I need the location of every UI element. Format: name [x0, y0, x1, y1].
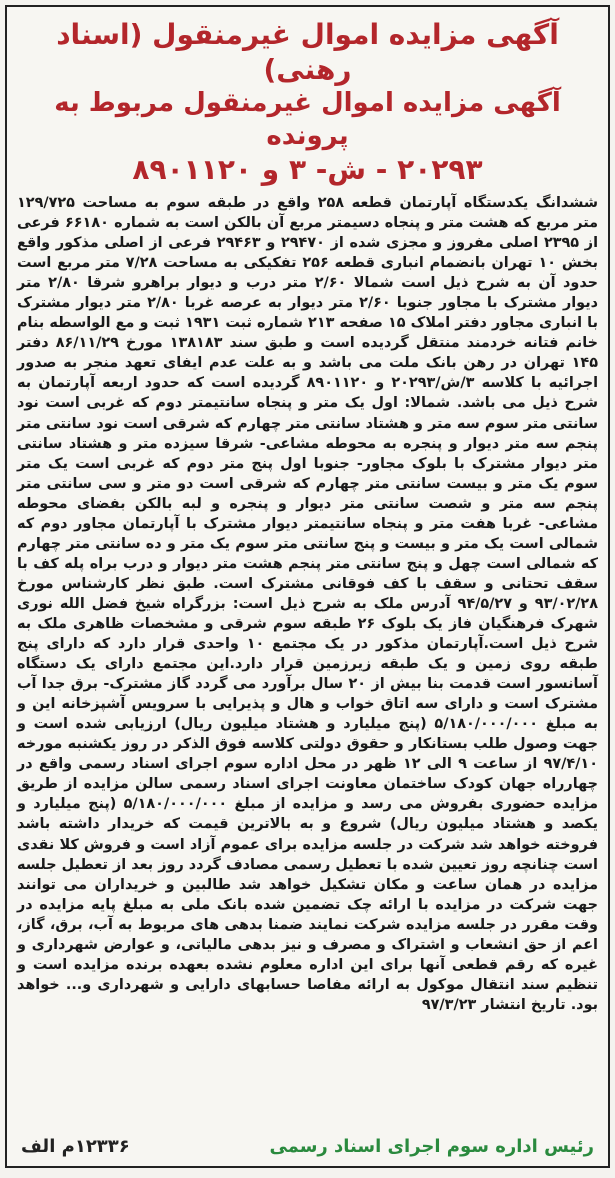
- title-block: [7, 7, 608, 189]
- notice-code: ۱۲۳۳۶م الف: [21, 1135, 130, 1157]
- case-number: ۲۰۲۹۳ - ش- ۳ و ۸۹۰۱۱۲۰: [132, 153, 483, 186]
- notice-subtitle: آگهی مزایده اموال غیرمنقول مربوط به پرونده: [54, 88, 561, 151]
- notice-body: ششدانگ یکدستگاه آپارتمان قطعه ۲۵۸ واقع در طبقه سوم به مساحت ۱۲۹/۷۲۵ متر مربع که هشت متر و پنجاه دسیمتر مربع آن بالکن است به شماره ۶۶۱۸۰ فرعی از ۲۳۹۵ اصلی مفروز و مجزی شده از ۲۹۴۷۰ و ۲۹۴۶۳ فرعی از اصلی مذکور واقع بخش ۱۰ تهران بانضمام انباری قطعه ۲۵۶ تفکیکی به مساحت ۷/۲۸ متر مربع است حدود آن به شرح ذیل است شمالا ۲/۶۰ متر درب و دیوار براهرو شرقا ۲/۸۰ متر دیوار مشترک با مجاور جنوبا ۲/۶۰ متر دیوار به عرصه غربا ۲/۸۰ متر دیوار مشترک با انباری مجاور دفتر املاک ۱۵ صفحه ۲۱۳ شماره ثبت ۱۹۳۱ ثبت و مع الواسطه بنام خانم فتانه خردمند منتقل گردیده است و طبق سند ۱۳۸۱۸۳ مورخ ۸۶/۱۱/۲۹ دفتر ۱۴۵ تهران در رهن بانک ملت می باشد و به علت عدم ایفای تعهد منجر به صدور اجرائیه با کلاسه ۳/ش/۲۰۲۹۳ و ۸۹۰۱۱۲۰ گردیده است که حدود اربعه آپارتمان به شرح ذیل می باشد. شمالا: اول یک متر و پنجاه سانتیمتر دوم که غربی است نود سانتی متر سوم سه متر و هشتاد سانتی متر چهارم که شرقی است نود سانتی متر پنجم سه متر دیوار و پنجره به محوطه مشاعی- شرقا سیزده متر و هشتاد سانتی متر دیوار مشترک با بلوک مجاور- جنوبا اول پنج متر دوم که غربی است یک متر سوم یک متر و بیست سانتی متر چهارم که شرقی است دو متر و سی سانتی متر پنجم سه متر و شصت سانتی متر دیوار و پنجره و لبه بالکن بفضای محوطه مشاعی- غربا هفت متر و پنجاه سانتیمتر دیوار مشترک با آپارتمان مجاور دوم که شمالی است یک متر و بیست و پنج سانتی متر سوم یک متر و ده سانتی متر چهارم که شمالی است چهل و پنج سانتی متر پنجم هشت متر دیوار و درب براه پله کف با سقف تحتانی و سقف با کف فوقانی مشترک است. طبق نظر کارشناس مورخ ۹۳/۰۲/۲۸ و ۹۴/۵/۲۷ آدرس ملک به شرح ذیل است: بزرگراه شیخ فضل الله نوری شهرک فرهنگیان فاز یک بلوک ۲۶ طبقه سوم شرقی و مشخصات ظاهری ملک به شرح ذیل است.آپارتمان مذکور در یک مجتمع ۱۰ واحدی قرار دارد که دارای پنج طبقه روی زمین و یک طبقه زیرزمین قرار دارد.این مجتمع دارای یک دستگاه آسانسور است قدمت بنا بیش از ۲۰ سال برآورد می گردد گاز مشترک- برق جدا آب مشترک است و دارای سه اتاق خواب و هال و پذیرایی با سرویس آشپزخانه این و به مبلغ ۵/۱۸۰/۰۰۰/۰۰۰ (پنج میلیارد و هشتاد میلیون ریال) ارزیابی شده است و جهت وصول طلب بستانکار و حقوق دولتی کلاسه فوق الذکر در روز یکشنبه مورخه ۹۷/۴/۱۰ از ساعت ۹ الی ۱۲ ظهر در محل اداره سوم اجرای اسناد رسمی واقع در چهارراه جهان کودک ساختمان معاونت اجرای اسناد رسمی سالن مزایده از طریق مزایده حضوری بفروش می رسد و مزایده از مبلغ ۵/۱۸۰/۰۰۰/۰۰۰ (پنج میلیارد و یکصد و هشتاد میلیون ریال) شروع و به بالاترین قیمت که خریدار داشته باشد فروخته خواهد شد شرکت در جلسه مزایده برای عموم آزاد است و فروش کلا نقدی است چنانچه روز تعیین شده با تعطیل رسمی مصادف گردد روز بعد از تعطیل جلسه مزایده در همان ساعت و مکان تشکیل خواهد شد طالبین و خریداران می توانند جهت شرکت در مزایده با ارائه چک تضمین شده بانک ملی به مبلغ پایه مزایده در وقت مقرر در جلسه مزایده شرکت نمایند ضمنا بدهی های مربوط به آب، برق، گاز، اعم از حق انشعاب و اشتراک و مصرف و نیز بدهی مالیاتی، و عوارض شهرداری و غیره که رقم قطعی آنها برای این اداره معلوم نشده بعهده برنده مزایده است و تنظیم سند انتقال موکول به ارائه مفاصا حسابهای دارایی و شهرداری و... خواهد بود. تاریخ انتشار ۹۷/۳/۲۳: [17, 195, 599, 1013]
- signer-title: رئیس اداره سوم اجرای اسناد رسمی: [269, 1135, 594, 1157]
- notice-page: [5, 5, 610, 1168]
- notice-footer: [7, 1126, 608, 1166]
- notice-title: آگهی مزایده اموال غیرمنقول (اسناد رهنی): [56, 18, 559, 86]
